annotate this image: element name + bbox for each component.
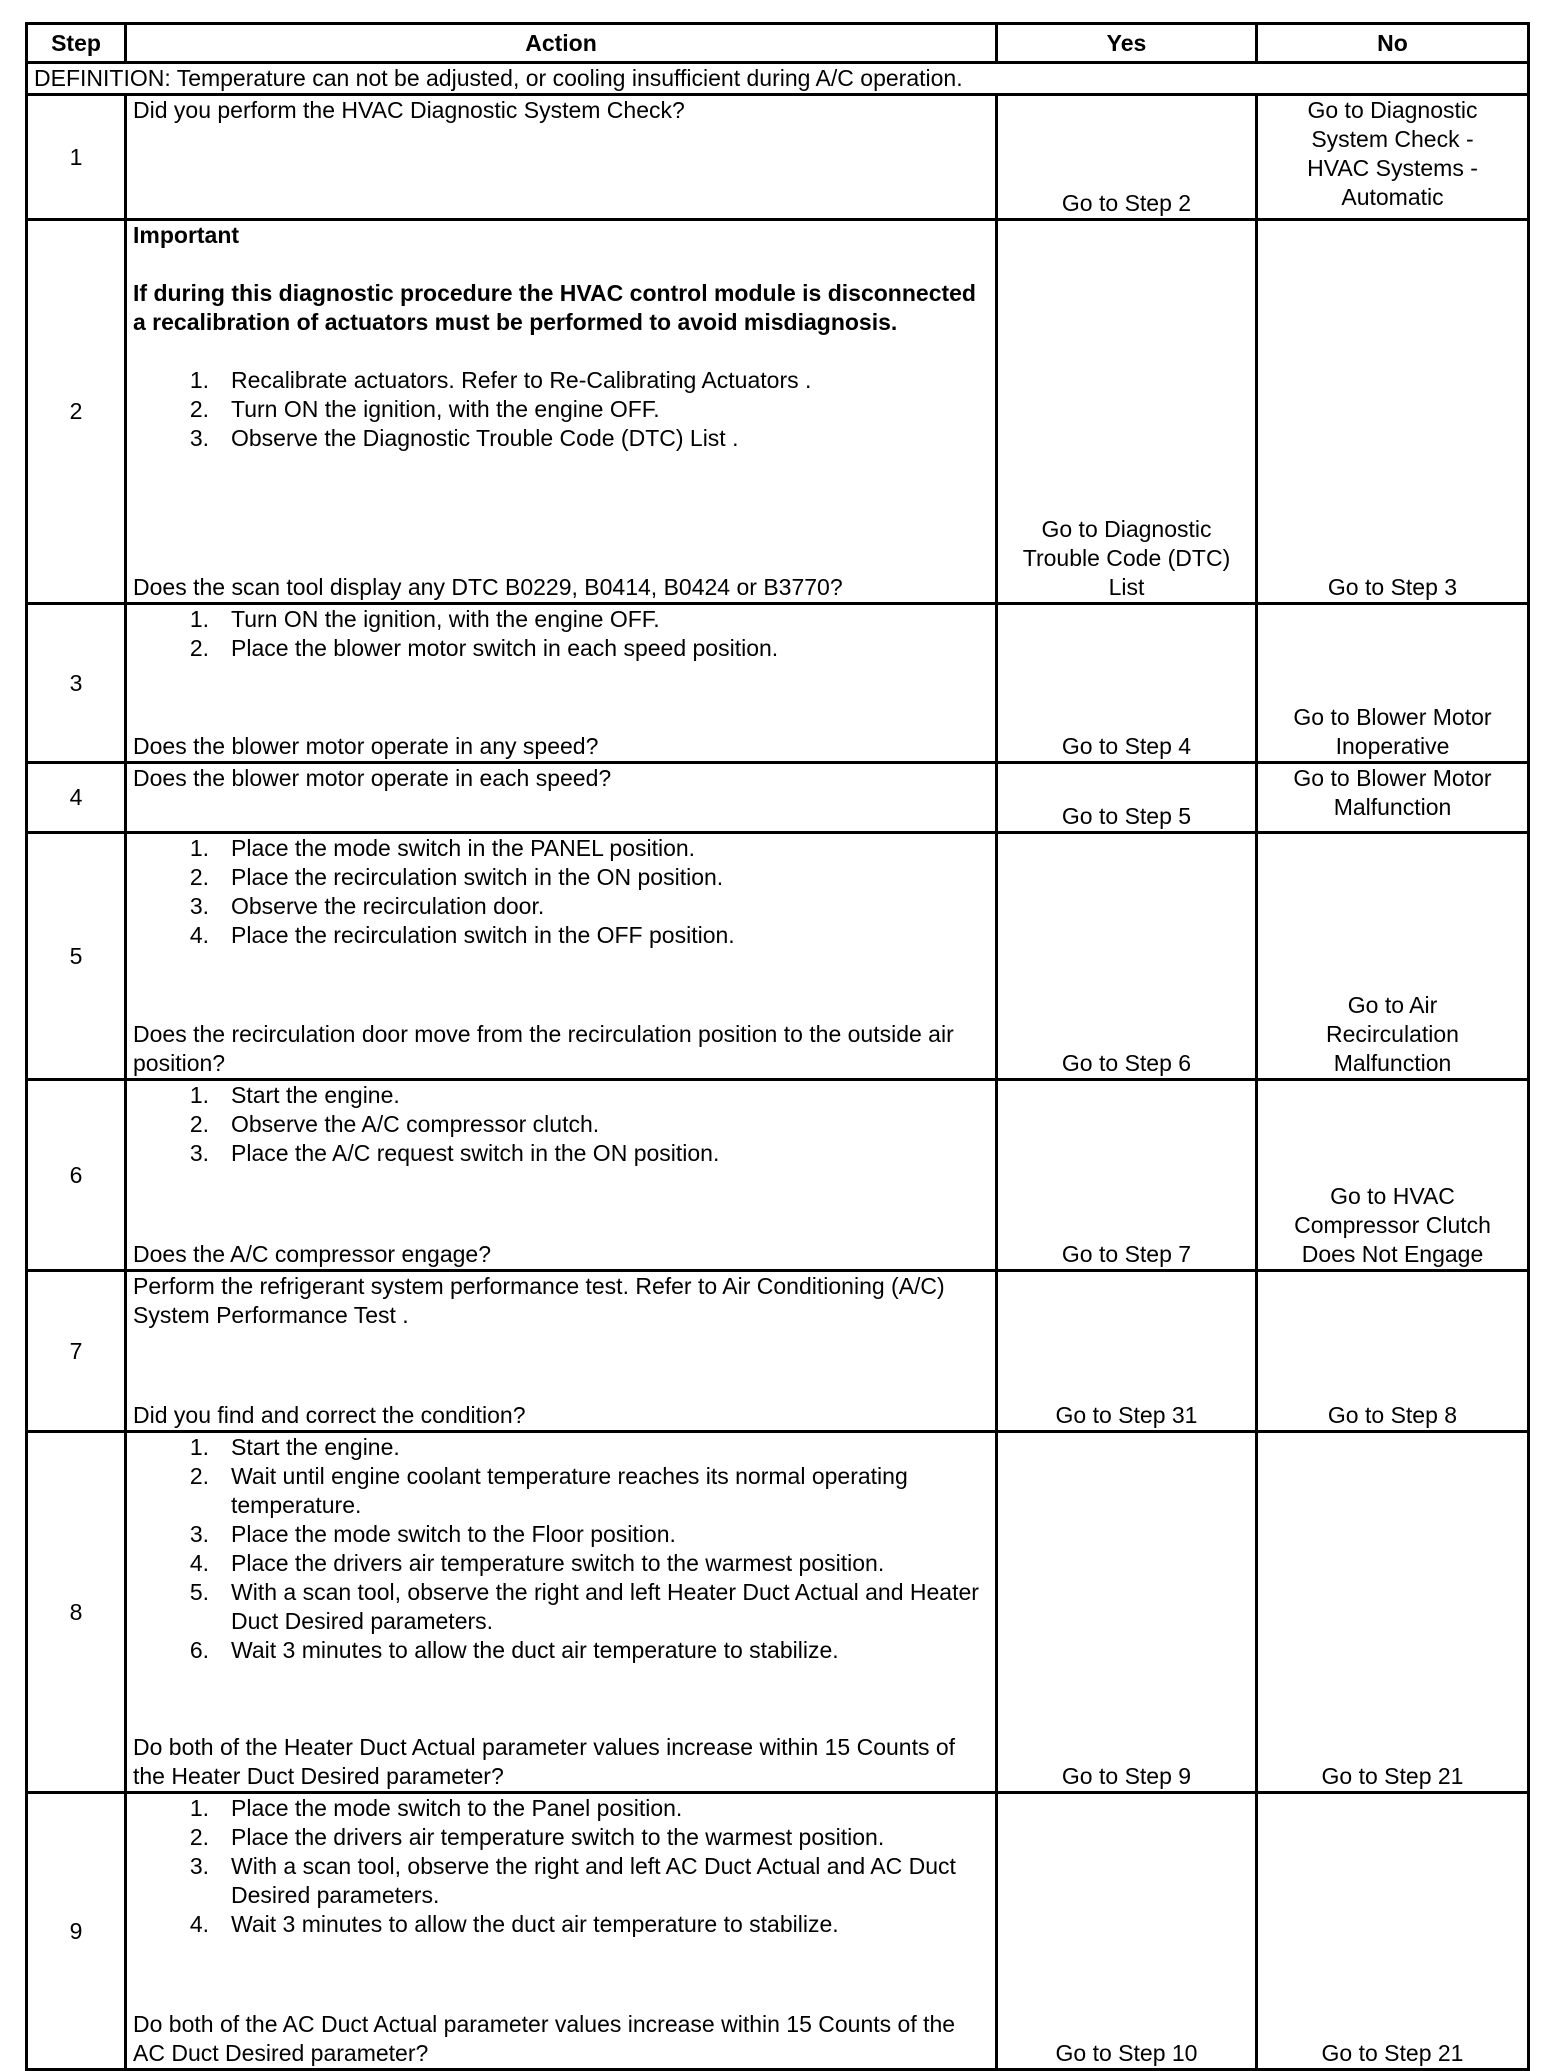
procedure-item-text: Start the engine. [231, 1434, 400, 1460]
action-cell [126, 833, 997, 1080]
no-result: Go to Air Recirculation Malfunction [1257, 833, 1529, 1080]
no-result: Go to Diagnostic System Check - HVAC Systems - Automatic [1257, 95, 1529, 220]
procedure-item [133, 1794, 989, 1823]
procedure-item-number: 3. [189, 893, 209, 919]
no-result: Go to Step 3 [1257, 220, 1529, 604]
no-result: Go to Step 21 [1257, 1793, 1529, 2070]
header-no: No [1257, 24, 1529, 63]
procedure-list [133, 366, 989, 453]
procedure-item-number: 2. [189, 635, 209, 661]
action-cell [126, 604, 997, 763]
header-action: Action [126, 24, 997, 63]
procedure-item-text: Observe the recirculation door. [231, 893, 545, 919]
action-cell [126, 220, 997, 604]
procedure-item-text: Place the mode switch to the Panel position. [231, 1795, 683, 1821]
step-number: 1 [27, 95, 126, 220]
procedure-item [133, 1852, 989, 1910]
question-text: Do both of the Heater Duct Actual parameter values increase within 15 Counts of the Heater Duct Desired parameter? [133, 1734, 956, 1789]
procedure-item [133, 366, 989, 395]
action-cell [126, 1432, 997, 1793]
no-result: Go to Step 21 [1257, 1432, 1529, 1793]
procedure-item [133, 892, 989, 921]
procedure-item [133, 1139, 989, 1168]
procedure-item-text: Observe the A/C compressor clutch. [231, 1111, 600, 1137]
step-row [27, 95, 1529, 220]
no-result: Go to HVAC Compressor Clutch Does Not Engage [1257, 1080, 1529, 1271]
action-cell [126, 763, 997, 833]
procedure-list [133, 1081, 989, 1168]
step-number: 6 [27, 1080, 126, 1271]
header-row [27, 24, 1529, 63]
procedure-item-number: 2. [189, 1463, 209, 1489]
procedure-item [133, 634, 989, 663]
no-result: Go to Step 8 [1257, 1271, 1529, 1432]
procedure-item-number: 6. [189, 1637, 209, 1663]
step-row [27, 763, 1529, 833]
yes-result: Go to Step 4 [997, 604, 1257, 763]
procedure-item [133, 1520, 989, 1549]
procedure-item-number: 4. [189, 1911, 209, 1937]
step-row [27, 1432, 1529, 1793]
step-number: 7 [27, 1271, 126, 1432]
procedure-item-text: Place the blower motor switch in each speed position. [231, 635, 779, 661]
definition-row [27, 63, 1529, 95]
procedure-item-text: With a scan tool, observe the right and left AC Duct Actual and AC Duct Desired parameters. [231, 1853, 956, 1908]
procedure-item-text: Turn ON the ignition, with the engine OFF. [231, 606, 660, 632]
procedure-item-number: 2. [189, 1111, 209, 1137]
procedure-item-number: 2. [189, 396, 209, 422]
procedure-item [133, 1578, 989, 1636]
procedure-item [133, 1462, 989, 1520]
spacer [133, 337, 989, 366]
procedure-item-text: Place the drivers air temperature switch to the warmest position. [231, 1824, 885, 1850]
yes-result: Go to Step 7 [997, 1080, 1257, 1271]
step-row [27, 604, 1529, 763]
procedure-item [133, 921, 989, 950]
step-number: 8 [27, 1432, 126, 1793]
question-text: Does the A/C compressor engage? [133, 1241, 491, 1267]
procedure-item-number: 1. [189, 1795, 209, 1821]
procedure-list [133, 605, 989, 663]
step-number: 9 [27, 1793, 126, 2070]
procedure-item-text: Place the A/C request switch in the ON position. [231, 1140, 720, 1166]
action-text: Did you perform the HVAC Diagnostic System Check? [133, 97, 685, 123]
procedure-item-text: Wait 3 minutes to allow the duct air temperature to stabilize. [231, 1637, 839, 1663]
procedure-item-number: 3. [189, 425, 209, 451]
step-number: 5 [27, 833, 126, 1080]
yes-result: Go to Step 6 [997, 833, 1257, 1080]
question-text: Did you find and correct the condition? [133, 1402, 526, 1428]
yes-result: Go to Step 31 [997, 1271, 1257, 1432]
procedure-item [133, 1081, 989, 1110]
procedure-item-text: Turn ON the ignition, with the engine OFF. [231, 396, 660, 422]
procedure-item-text: Place the recirculation switch in the ON position. [231, 864, 724, 890]
procedure-item-number: 1. [189, 606, 209, 632]
procedure-item-number: 1. [189, 1434, 209, 1460]
procedure-item-text: With a scan tool, observe the right and left Heater Duct Actual and Heater Duct Desired parameters. [231, 1579, 979, 1634]
procedure-item [133, 834, 989, 863]
procedure-item-text: Wait until engine coolant temperature reaches its normal operating temperature. [231, 1463, 908, 1518]
procedure-item-number: 4. [189, 1550, 209, 1576]
procedure-item [133, 1636, 989, 1665]
procedure-item-number: 1. [189, 367, 209, 393]
step-row [27, 220, 1529, 604]
procedure-item-number: 3. [189, 1853, 209, 1879]
procedure-list [133, 1794, 989, 1939]
procedure-item [133, 605, 989, 634]
procedure-item-text: Start the engine. [231, 1082, 400, 1108]
step-row [27, 1271, 1529, 1432]
procedure-item-text: Observe the Diagnostic Trouble Code (DTC) List . [231, 425, 739, 451]
action-text: Does the blower motor operate in each speed? [133, 765, 612, 791]
procedure-item-text: Place the recirculation switch in the OFF position. [231, 922, 735, 948]
important-note: If during this diagnostic procedure the HVAC control module is disconnected a recalibration of actuators must be performed to avoid misdiagnosis. [133, 280, 976, 335]
procedure-list [133, 1433, 989, 1665]
procedure-item [133, 1433, 989, 1462]
procedure-item-text: Place the mode switch in the PANEL position. [231, 835, 696, 861]
procedure-list [133, 834, 989, 950]
procedure-item-text: Place the drivers air temperature switch to the warmest position. [231, 1550, 885, 1576]
action-cell [126, 95, 997, 220]
step-row [27, 833, 1529, 1080]
yes-result: Go to Step 2 [997, 95, 1257, 220]
step-number: 3 [27, 604, 126, 763]
question-text: Does the scan tool display any DTC B0229, B0414, B0424 or B3770? [133, 574, 843, 600]
procedure-item-number: 1. [189, 835, 209, 861]
procedure-item [133, 1910, 989, 1939]
procedure-item-text: Recalibrate actuators. Refer to Re-Calibrating Actuators . [231, 367, 812, 393]
procedure-item [133, 1110, 989, 1139]
procedure-item-text: Place the mode switch to the Floor position. [231, 1521, 676, 1547]
yes-result: Go to Diagnostic Trouble Code (DTC) List [997, 220, 1257, 604]
header-step: Step [27, 24, 126, 63]
yes-result: Go to Step 9 [997, 1432, 1257, 1793]
yes-result: Go to Step 10 [997, 1793, 1257, 2070]
procedure-item [133, 395, 989, 424]
no-result: Go to Blower Motor Inoperative [1257, 604, 1529, 763]
important-label: Important [133, 222, 240, 248]
question-text: Does the recirculation door move from the recirculation position to the outside air position? [133, 1021, 954, 1076]
procedure-item [133, 1549, 989, 1578]
step-number: 2 [27, 220, 126, 604]
definition-text: DEFINITION: Temperature can not be adjusted, or cooling insufficient during A/C operation. [27, 63, 1529, 95]
procedure-item [133, 863, 989, 892]
procedure-item-number: 5. [189, 1579, 209, 1605]
procedure-item-number: 3. [189, 1140, 209, 1166]
procedure-item-text: Wait 3 minutes to allow the duct air temperature to stabilize. [231, 1911, 839, 1937]
action-cell [126, 1271, 997, 1432]
action-cell [126, 1793, 997, 2070]
step-row [27, 1080, 1529, 1271]
header-yes: Yes [997, 24, 1257, 63]
procedure-item [133, 424, 989, 453]
step-number: 4 [27, 763, 126, 833]
diagnostic-table [25, 22, 1530, 2071]
question-text: Does the blower motor operate in any speed? [133, 733, 599, 759]
spacer [133, 250, 989, 279]
procedure-item-number: 2. [189, 1824, 209, 1850]
procedure-item-number: 2. [189, 864, 209, 890]
step-row [27, 1793, 1529, 2070]
procedure-item-number: 3. [189, 1521, 209, 1547]
procedure-item-number: 4. [189, 922, 209, 948]
procedure-item-number: 1. [189, 1082, 209, 1108]
action-text: Perform the refrigerant system performance test. Refer to Air Conditioning (A/C) System Performance Test . [133, 1273, 945, 1328]
yes-result: Go to Step 5 [997, 763, 1257, 833]
procedure-item [133, 1823, 989, 1852]
no-result: Go to Blower Motor Malfunction [1257, 763, 1529, 833]
action-cell [126, 1080, 997, 1271]
question-text: Do both of the AC Duct Actual parameter values increase within 15 Counts of the AC Duct Desired parameter? [133, 2011, 956, 2066]
